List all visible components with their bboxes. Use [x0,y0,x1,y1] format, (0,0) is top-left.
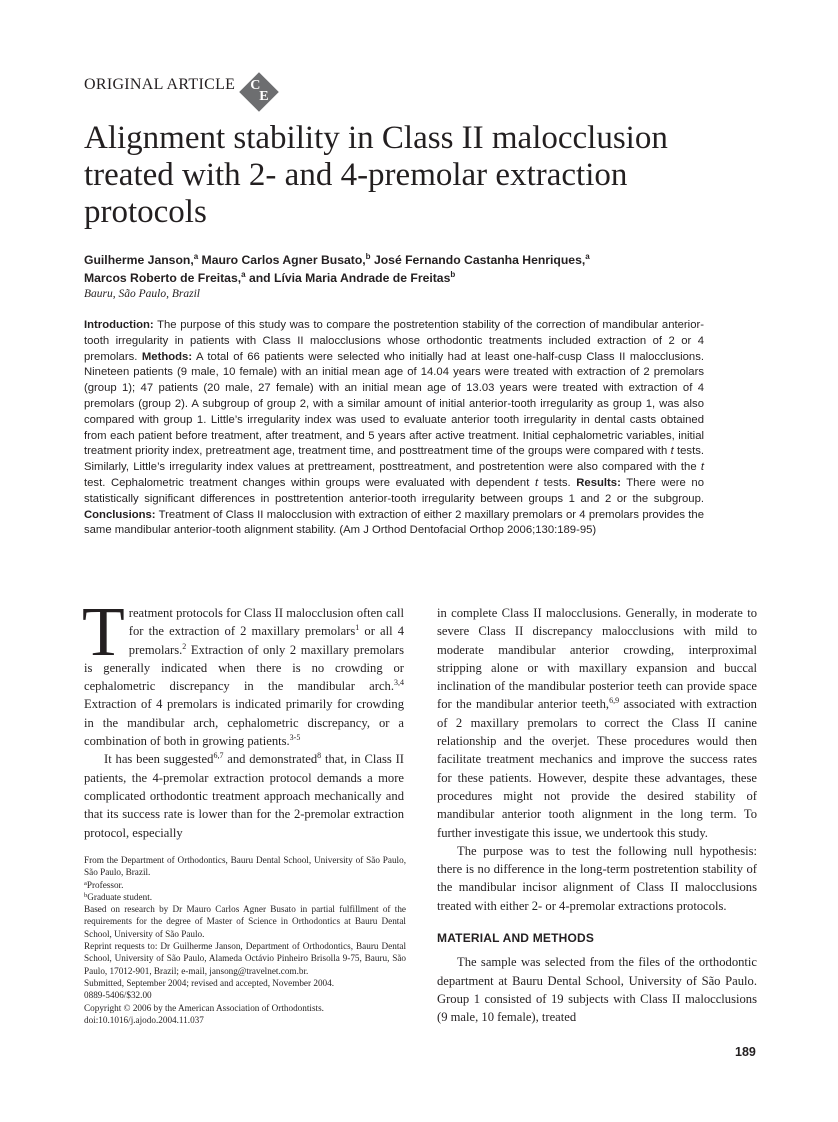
body-paragraph: The sample was selected from the files of the orthodontic department at Bauru Dental School, University of São Paulo. Group 1 consisted of 19 subjects with Class II malocclusions (9 male, 10 female), treated [437,955,757,1025]
footnote-reprint-requests: Reprint requests to: Dr Guilherme Janson, Department of Orthodontics, Bauru Dental School, University of São Paulo, Alameda Octávio Pinheiro Brisolla 9-75, Bauru, São Paulo, 17012-901, Brazil; e-mail, jansong@travelnet.com.br. [84,941,406,976]
abstract-results-label: Results: [576,476,621,489]
citation-link[interactable]: 3-5 [289,733,301,743]
abstract-intro-label: Introduction: [84,319,154,331]
ce-letter-e: E [259,89,269,104]
citation-link[interactable]: 1 [355,623,360,633]
footnote-b [84,891,406,903]
section-heading-material-and-methods: MATERIAL AND METHODS [437,931,595,946]
abstract-conclusions-label: Conclusions: [84,508,156,521]
ce-diamond-icon [239,72,279,112]
body-text: It has been suggested [104,752,214,767]
drop-cap: T [82,594,125,671]
footnote-doi[interactable]: doi:10.1016/j.ajodo.2004.11.037 [84,1014,204,1025]
author-name: Guilherme Janson, [84,253,194,267]
article-title [84,120,764,231]
abstract-methods-label: Methods: [141,350,193,363]
citation-link[interactable]: 8 [317,751,322,761]
citation-link[interactable]: 2 [182,641,187,651]
citation-link[interactable]: 3,4 [394,678,404,688]
author-affiliation-marker: a [585,252,590,261]
abstract-conclusions-text: Treatment of Class II malocclusion with extraction of either 2 maxillary premolars or 4 premolars provides the same mandibular anterior-tooth alignment stability. (Am J Orthod Dentofacial Orthop 2006;130:189-95) [84,508,704,537]
body-column-right [437,604,757,1027]
t-test-symbol: t [534,476,539,489]
body-text: associated with extraction of 2 maxillary premolars to correct the Class II canine relationship and the overjet. These procedures would then facilitate treatment mechanics and improve the success rates for these patients. However, despite these advantages, these procedures might not provide the desired stability of mandibular anterior tooth alignment in the long term. To further investigate this issue, we undertook this study. [437,697,757,840]
footnote-a [84,879,406,891]
author-name: and Lívia Maria Andrade de Freitas [245,271,451,285]
abstract-methods-text: A total of 66 patients were selected who initially had at least one-half-cusp Class II malocclusions. Nineteen patients (9 male, 10 female) with an initial mean age of 14.04 years were treated with extraction of 2 premolars (group 1); 47 patients (20 male, 27 female) with an initial mean age of 13.03 years were treated with extraction of 4 premolars (group 2). A subgroup of group 2, with a similar amount of initial anterior-tooth irregularity as group 1, was also compared with group 1. Little’s irregularity index was used to evaluate anterior tooth irregularity in dental casts obtained from each patient before treatment, after treatment, and 5 years after active treatment. Initial cephalometric variables, initial treatment priority index, pretreatment age, treatment time, and posttreatment time of the groups were compared with [84,350,704,458]
ce-letter-c: C [250,78,261,93]
footnote-marker: a [84,879,87,887]
author-name: Marcos Roberto de Freitas, [84,271,242,285]
body-paragraph: The purpose was to test the following null hypothesis: there is no difference in the long-term postretention stability of the mandibular incisor alignment of Class II malocclusions treated with either 2- or 4-premolar extractions protocols. [437,843,757,913]
author-list [84,251,724,287]
abstract-results-text: There were no statistically significant differences in posttretention anterior-tooth irregularity between groups 1 and 2 or the subgroup. [84,476,704,505]
t-test-symbol: t [700,461,704,474]
footnote-text: Graduate student. [87,891,153,902]
body-text: that, in Class II patients, the 4-premolar extraction protocol demands a more complicated orthodontic treatment approach mechanically and that its success rate is lower than for the 2-premolar extraction protocol, especially [84,752,404,840]
abstract-intro-text: The purpose of this study was to compare the postretention stability of the correction of mandibular anterior-tooth irregularity in patients with Class II malocclusions whose orthodontic treatments included extraction of 2 or 4 premolars. [84,319,704,363]
footnotes [84,854,406,1026]
body-column-left [82,594,404,842]
author-name: José Fernando Castanha Henriques, [370,253,586,267]
page-number: 189 [735,1045,756,1059]
title-line-3: protocols [84,194,207,230]
abstract-methods-text: tests. Similarly, Little’s irregularity index values at prettreament, posttreatment, and postretention were also compared with the [84,445,705,474]
body-paragraph [84,750,404,841]
title-line-1: Alignment stability in Class II malocclusion [84,120,668,156]
footnote-copyright: Copyright © 2006 by the American Association of Orthodontists. [84,1002,324,1013]
body-text: Extraction of 4 premolars is indicated primarily for crowding in the mandibular arch, cephalometric discrepancy, or a combination of both in growing patients. [84,697,404,749]
body-text: or all 4 premolars. [128,624,404,657]
author-location: Bauru, São Paulo, Brazil [84,288,200,300]
footnote-issn: 0889-5406/$32.00 [84,990,152,1001]
author-name: Mauro Carlos Agner Busato, [198,253,366,267]
abstract [84,318,704,539]
footnote-affiliation: From the Department of Orthodontics, Bauru Dental School, University of São Paulo, São Paulo, Brazil. [84,855,406,878]
footnote-submitted: Submitted, September 2004; revised and accepted, November 2004. [84,977,335,988]
body-text: in complete Class II malocclusions. Generally, in moderate to severe Class II discrepancy malocclusions with mild to moderate mandibular anterior crowding, interproximal stripping alone or with maxillary expansion and buccal inclination of the mandibular posterior teeth can provide space for the mandibular anterior teeth, [437,606,757,712]
body-paragraph [82,594,404,750]
body-text: reatment protocols for Class II malocclusion often call for the extraction of 2 maxillary premolars [128,606,404,639]
abstract-methods-text: tests. [538,476,577,489]
body-text: and demonstrated [223,752,318,767]
article-type-header [84,58,279,112]
body-text: Extraction of only 2 maxillary premolars is generally indicated when there is no crowding or cephalometric discrepancy in the mandibular arch. [84,642,404,694]
t-test-symbol: t [670,445,674,458]
abstract-methods-text: test. Cephalometric treatment changes within groups were evaluated with dependent [84,476,535,489]
citation-link[interactable]: 6,9 [609,696,620,706]
body-paragraph [437,604,757,842]
author-affiliation-marker: a [193,252,199,261]
footnote-marker: b [84,891,88,899]
author-affiliation-marker: b [365,252,371,261]
footnote-text: Professor. [86,879,124,890]
article-type-label: ORIGINAL ARTICLE [84,76,236,93]
title-line-2: treated with 2- and 4-premolar extraction [84,157,628,193]
citation-link[interactable]: 6,7 [213,751,224,761]
author-affiliation-marker: b [450,270,456,279]
footnote-based-on: Based on research by Dr Mauro Carlos Agner Busato in partial fulfillment of the requirements for the degree of Master of Science in Orthodontics at Bauru Dental School, University of São Paulo. [84,904,406,939]
author-affiliation-marker: a [241,270,246,279]
